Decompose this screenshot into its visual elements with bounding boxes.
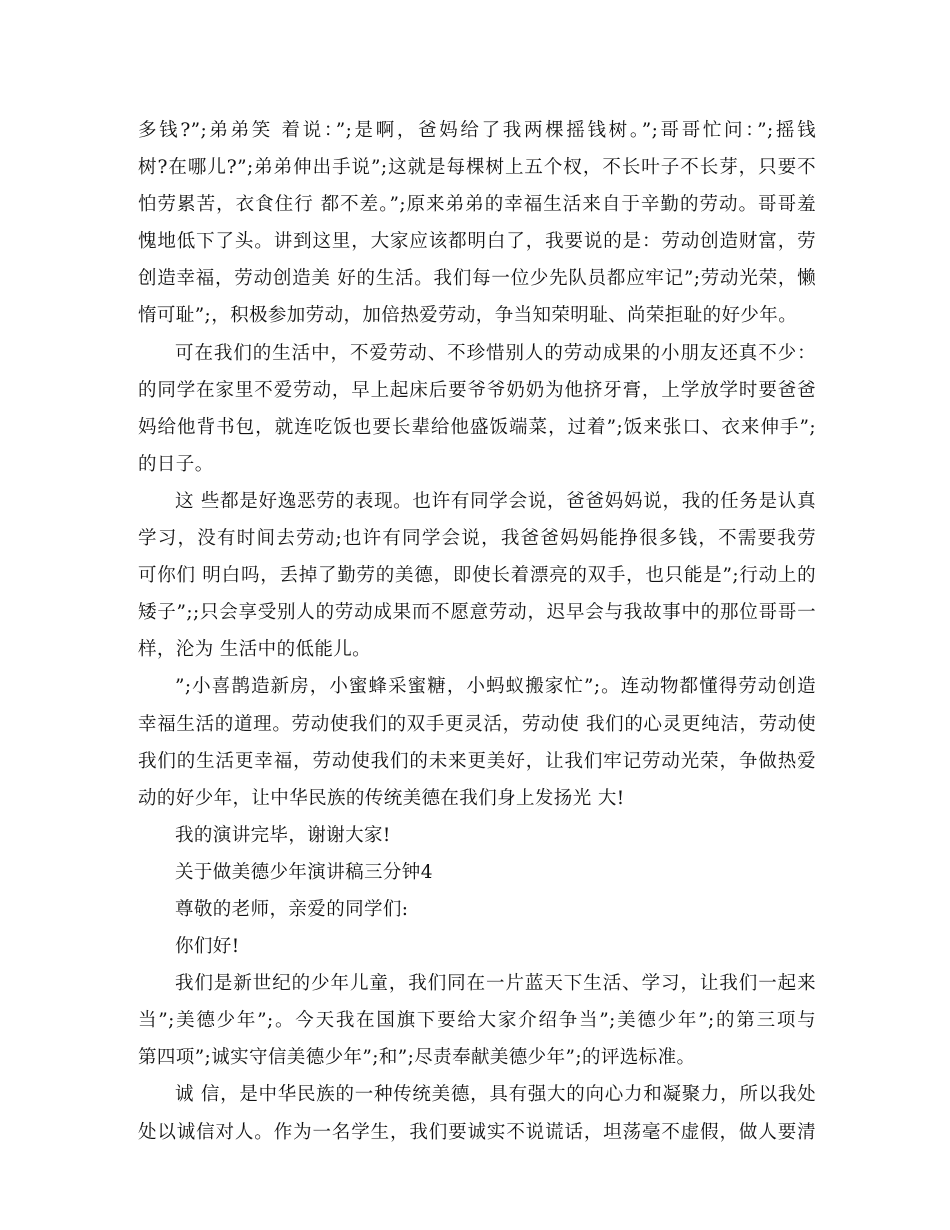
text-line: 这 些都是好逸恶劳的表现。也许有同学会说，爸爸妈妈说，我的任务是认真 bbox=[175, 490, 816, 512]
text-line: 当”;美德少年”;。今天我在国旗下要给大家介绍争当”;美德少年”;的第三项与 bbox=[138, 1010, 816, 1032]
text-line: 怕劳累苦，衣食住行 都不差。”;原来弟弟的幸福生活来自于辛勤的劳动。哥哥羞 bbox=[138, 194, 816, 216]
text-line: 幸福生活的道理。劳动使我们的双手更灵活，劳动使 我们的心灵更纯洁，劳动使 bbox=[138, 713, 816, 735]
text-line: 动的好少年，让中华民族的传统美德在我们身上发扬光 大! bbox=[138, 787, 625, 809]
text-line: 处以诚信对人。作为一名学生，我们要诚实不说谎话，坦荡毫不虚假，做人要清 bbox=[138, 1121, 816, 1143]
text-line: 关于做美德少年演讲稿三分钟4 bbox=[175, 861, 433, 883]
text-line: 惰可耻”;，积极参加劳动，加倍热爱劳动，争当知荣明耻、尚荣拒耻的好少年。 bbox=[138, 305, 798, 327]
text-line: 树?在哪儿?”;弟弟伸出手说”;这就是每棵树上五个杈，不长叶子不长芽，只要不 bbox=[138, 157, 816, 179]
text-line: 妈给他背书包，就连吃饭也要长辈给他盛饭端菜，过着”;饭来张口、衣来伸手”; bbox=[138, 416, 816, 438]
text-line: 你们好! bbox=[175, 936, 240, 958]
text-line: 矮子”;;只会享受别人的劳动成果而不愿意劳动，迟早会与我故事中的那位哥哥一 bbox=[138, 602, 816, 624]
text-line: 可在我们的生活中，不爱劳动、不珍惜别人的劳动成果的小朋友还真不少： bbox=[175, 342, 816, 364]
text-line: 样，沦为 生活中的低能儿。 bbox=[138, 639, 372, 661]
text-line: 学习，没有时间去劳动;也许有同学会说，我爸爸妈妈能挣很多钱，不需要我劳 bbox=[138, 528, 816, 550]
text-line: 可你们 明白吗，丢掉了勤劳的美德，即使长着漂亮的双手，也只能是”;行动上的 bbox=[138, 565, 816, 587]
text-line: 愧地低下了头。讲到这里，大家应该都明白了，我要说的是：劳动创造财富，劳 bbox=[138, 231, 816, 253]
text-line: 我们的生活更幸福，劳动使我们的未来更美好，让我们牢记劳动光荣，争做热爱 bbox=[138, 750, 816, 772]
text-line: 我们是新世纪的少年儿童，我们同在一片蓝天下生活、学习，让我们一起来 bbox=[175, 973, 816, 995]
text-line: 的同学在家里不爱劳动，早上起床后要爷爷奶奶为他挤牙膏，上学放学时要爸爸 bbox=[138, 379, 816, 401]
text-line: 的日子。 bbox=[138, 453, 214, 475]
text-line: 尊敬的老师，亲爱的同学们: bbox=[175, 898, 409, 920]
text-line: 我的演讲完毕，谢谢大家! bbox=[175, 824, 391, 846]
text-line: 诚 信，是中华民族的一种传统美德，具有强大的向心力和凝聚力，所以我处 bbox=[175, 1084, 816, 1106]
text-line: 多钱?”;弟弟笑 着说：”;是啊，爸妈给了我两棵摇钱树。”;哥哥忙问：”;摇钱 bbox=[138, 120, 816, 141]
body-text bbox=[138, 112, 816, 1151]
text-line: 创造幸福，劳动创造美 好的生活。我们每一位少先队员都应牢记”;劳动光荣，懒 bbox=[138, 268, 816, 290]
text-line: ”;小喜鹊造新房，小蜜蜂采蜜糖，小蚂蚁搬家忙”;。连动物都懂得劳动创造 bbox=[175, 676, 816, 698]
text-line: 第四项”;诚实守信美德少年”;和”;尽责奉献美德少年”;的评选标准。 bbox=[138, 1047, 696, 1069]
